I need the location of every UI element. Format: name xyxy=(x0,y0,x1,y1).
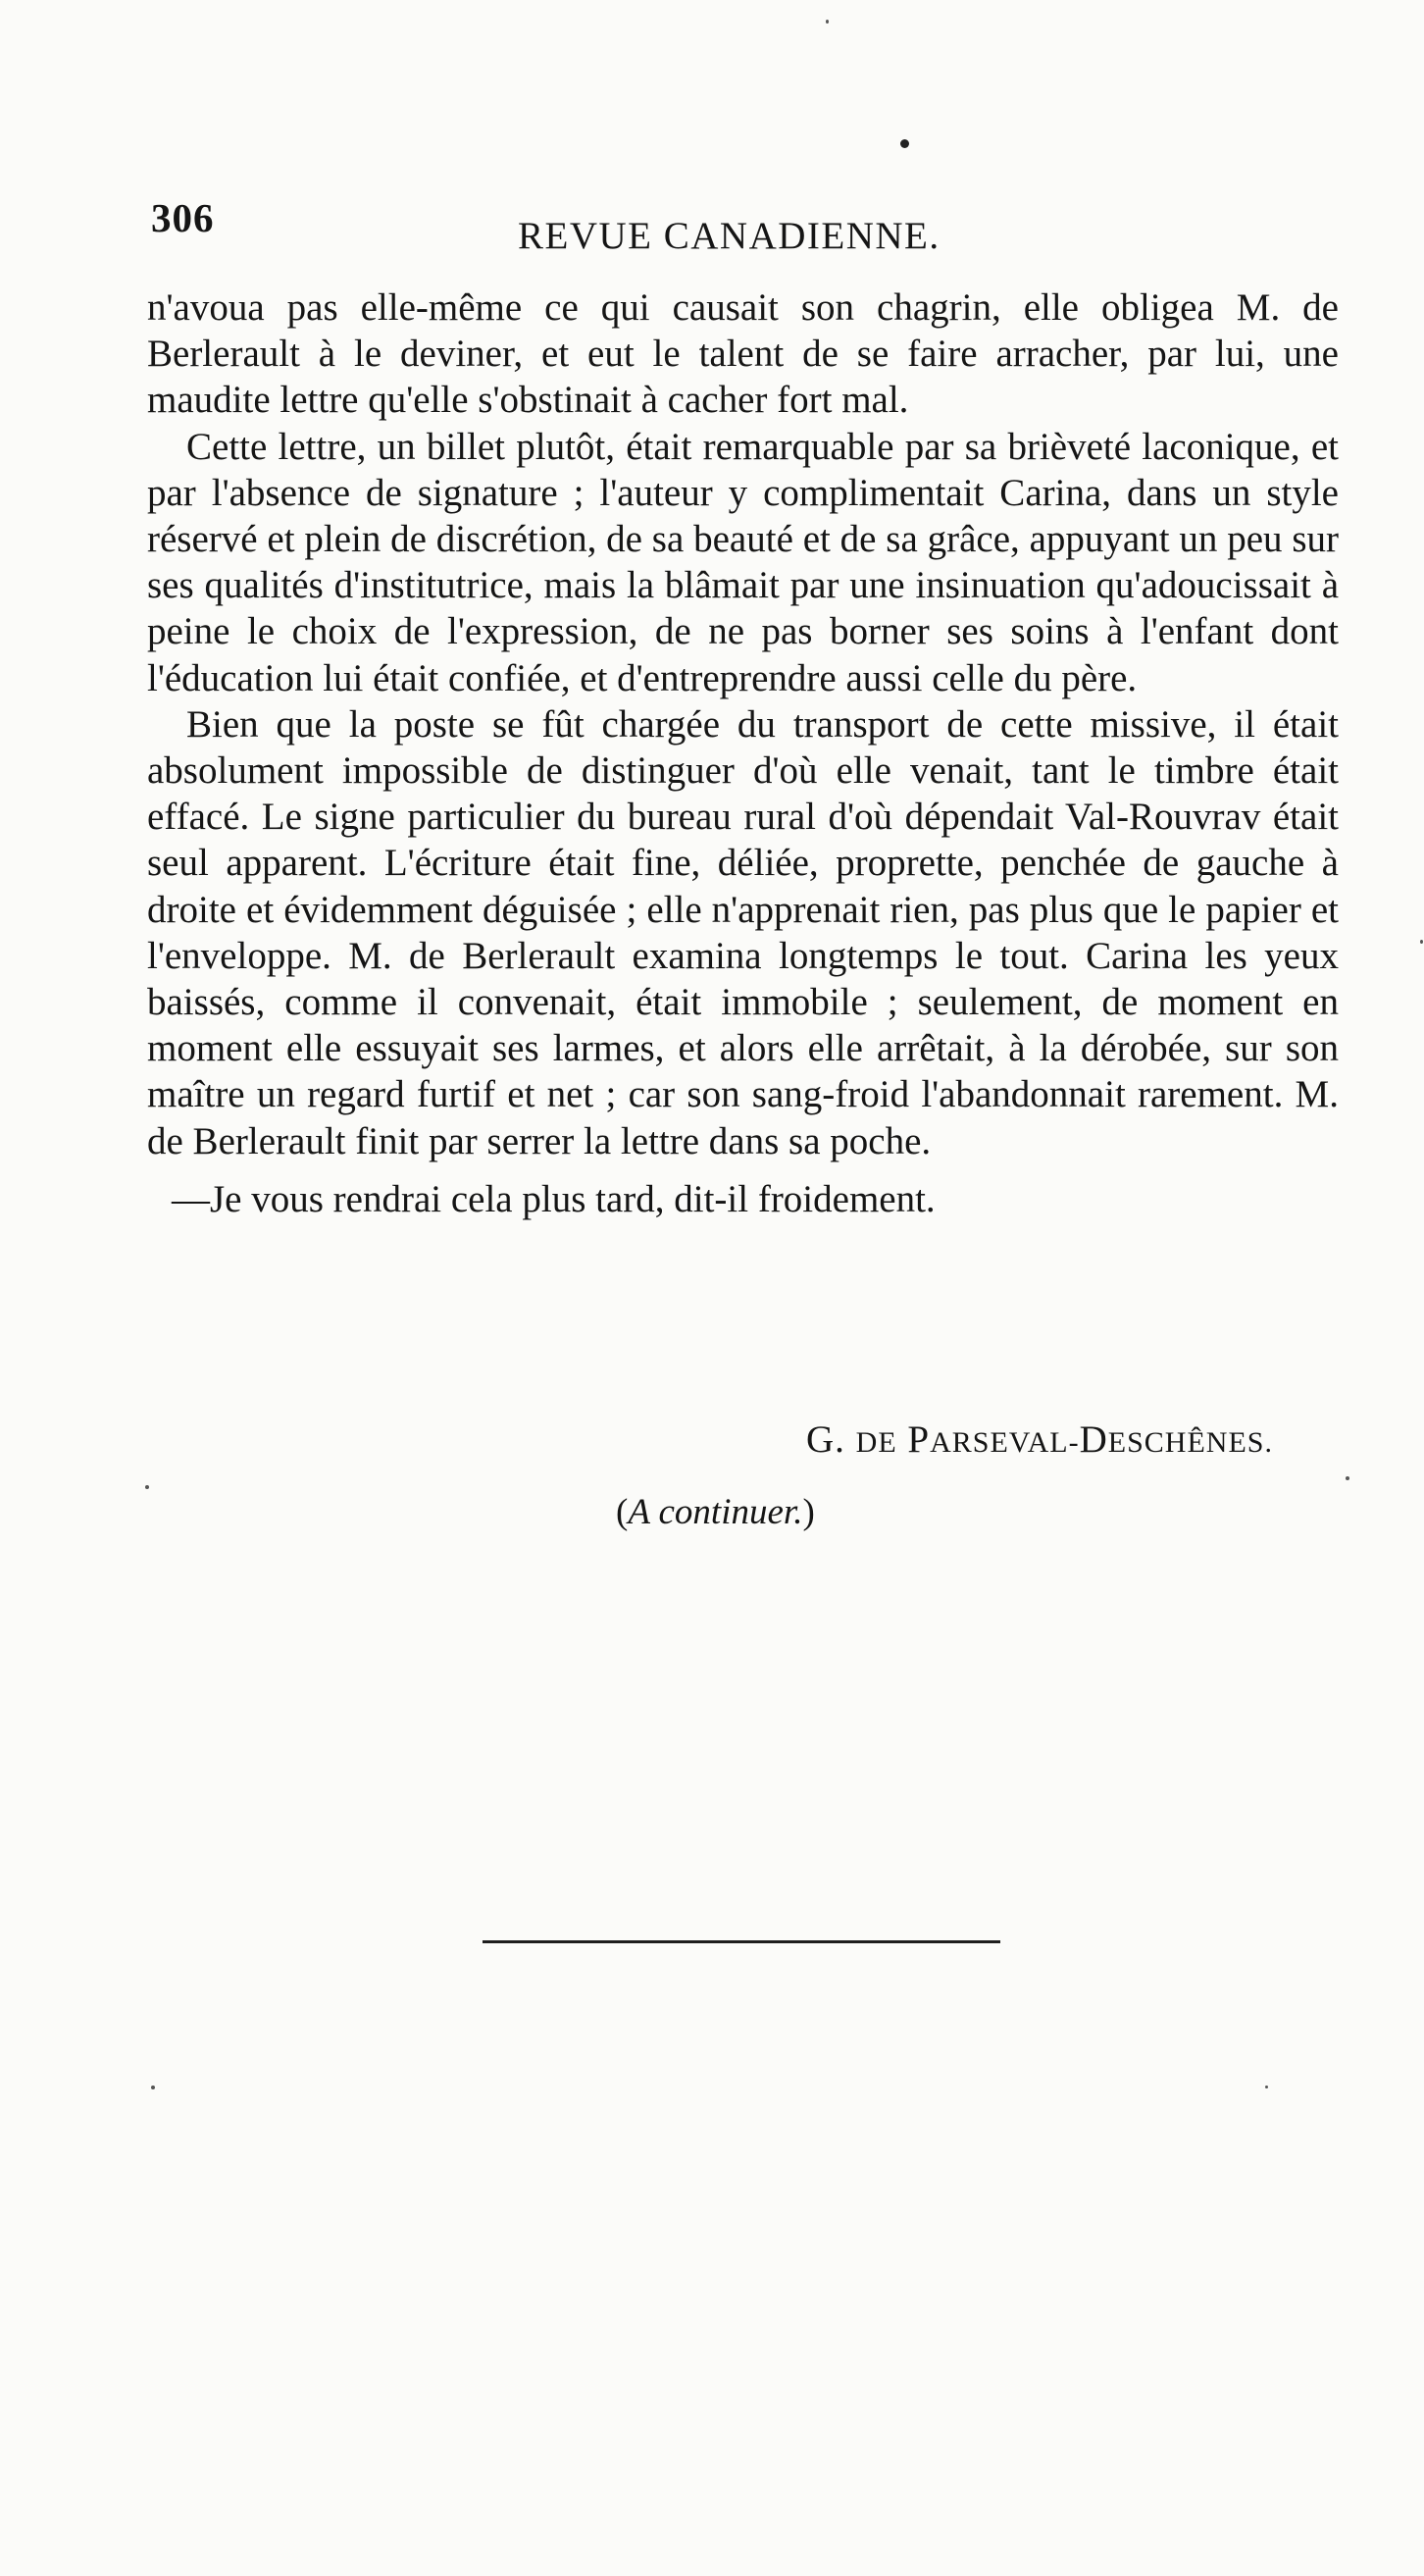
continued-text: A continuer. xyxy=(628,1492,803,1532)
end-rule xyxy=(483,1940,1000,1943)
to-be-continued xyxy=(616,1491,815,1533)
ink-speck xyxy=(151,2086,155,2089)
paragraph: Bien que la poste se fût chargée du transport de cette missive, il était absolument impossible de distinguer d'où elle venait, tant le timbre était effacé. Le signe particulier du bureau rural d'où dépendait Val-Rouvrav était seul apparent. L'écriture était fine, déliée, proprette, penchée de gauche à droite et évidemment déguisée ; elle n'apprenait rien, pas plus que le papier et l'enveloppe. M. de Berlerault examina longtemps le tout. Carina les yeux baissés, comme il convenait, était immobile ; seulement, de moment en moment elle essuyait ses larmes, et alors elle arrêtait, à la dérobée, sur son maître un regard furtif et net ; car son sang-froid l'abandonnait rarement. M. de Berlerault finit par serrer la lettre dans sa poche. xyxy=(147,702,1339,1162)
author-signature xyxy=(806,1417,1273,1462)
running-title: REVUE CANADIENNE. xyxy=(518,215,941,257)
signature-cap-2: D xyxy=(1079,1418,1108,1461)
paragraph: n'avoua pas elle-même ce qui causait son chagrin, elle obligea M. de Berlerault à le deviner, et eut le talent de se faire arracher, par lui, une maudite lettre qu'elle s'obstinait à cacher fort mal. xyxy=(147,286,1339,422)
signature-rest-1: ARSEVAL- xyxy=(930,1426,1080,1459)
ink-speck xyxy=(1265,2086,1268,2088)
signature-particle: DE xyxy=(855,1426,897,1459)
paragraph: Cette lettre, un billet plutôt, était remarquable par sa brièveté laconique, et par l'absence de signature ; l'auteur y complimentait Carina, dans un style réservé et plein de discrétion, de sa beauté et de sa grâce, appuyant un peu sur ses qualités d'institutrice, mais la blâmait par une insinuation qu'adoucissait à peine le choix de l'expression, de ne pas borner ses soins à l'enfant dont l'éducation lui était confiée, et d'entreprendre aussi celle du père. xyxy=(147,425,1339,699)
signature-cap-1: P xyxy=(907,1418,931,1461)
ink-speck xyxy=(1420,940,1423,944)
ink-speck xyxy=(1346,1476,1349,1480)
ink-speck xyxy=(145,1485,149,1489)
ink-speck xyxy=(900,139,909,148)
signature-initial: G. xyxy=(806,1418,845,1461)
continued-close: ) xyxy=(802,1492,815,1532)
continued-open: ( xyxy=(616,1492,629,1532)
ink-speck xyxy=(826,20,829,24)
page-header xyxy=(147,194,1344,263)
body-text xyxy=(147,284,1339,1222)
dialogue-line: —Je vous rendrai cela plus tard, dit-il froidement. xyxy=(172,1177,936,1220)
signature-rest-2: ESCHÊNES. xyxy=(1107,1426,1273,1459)
page-number: 306 xyxy=(151,195,215,240)
